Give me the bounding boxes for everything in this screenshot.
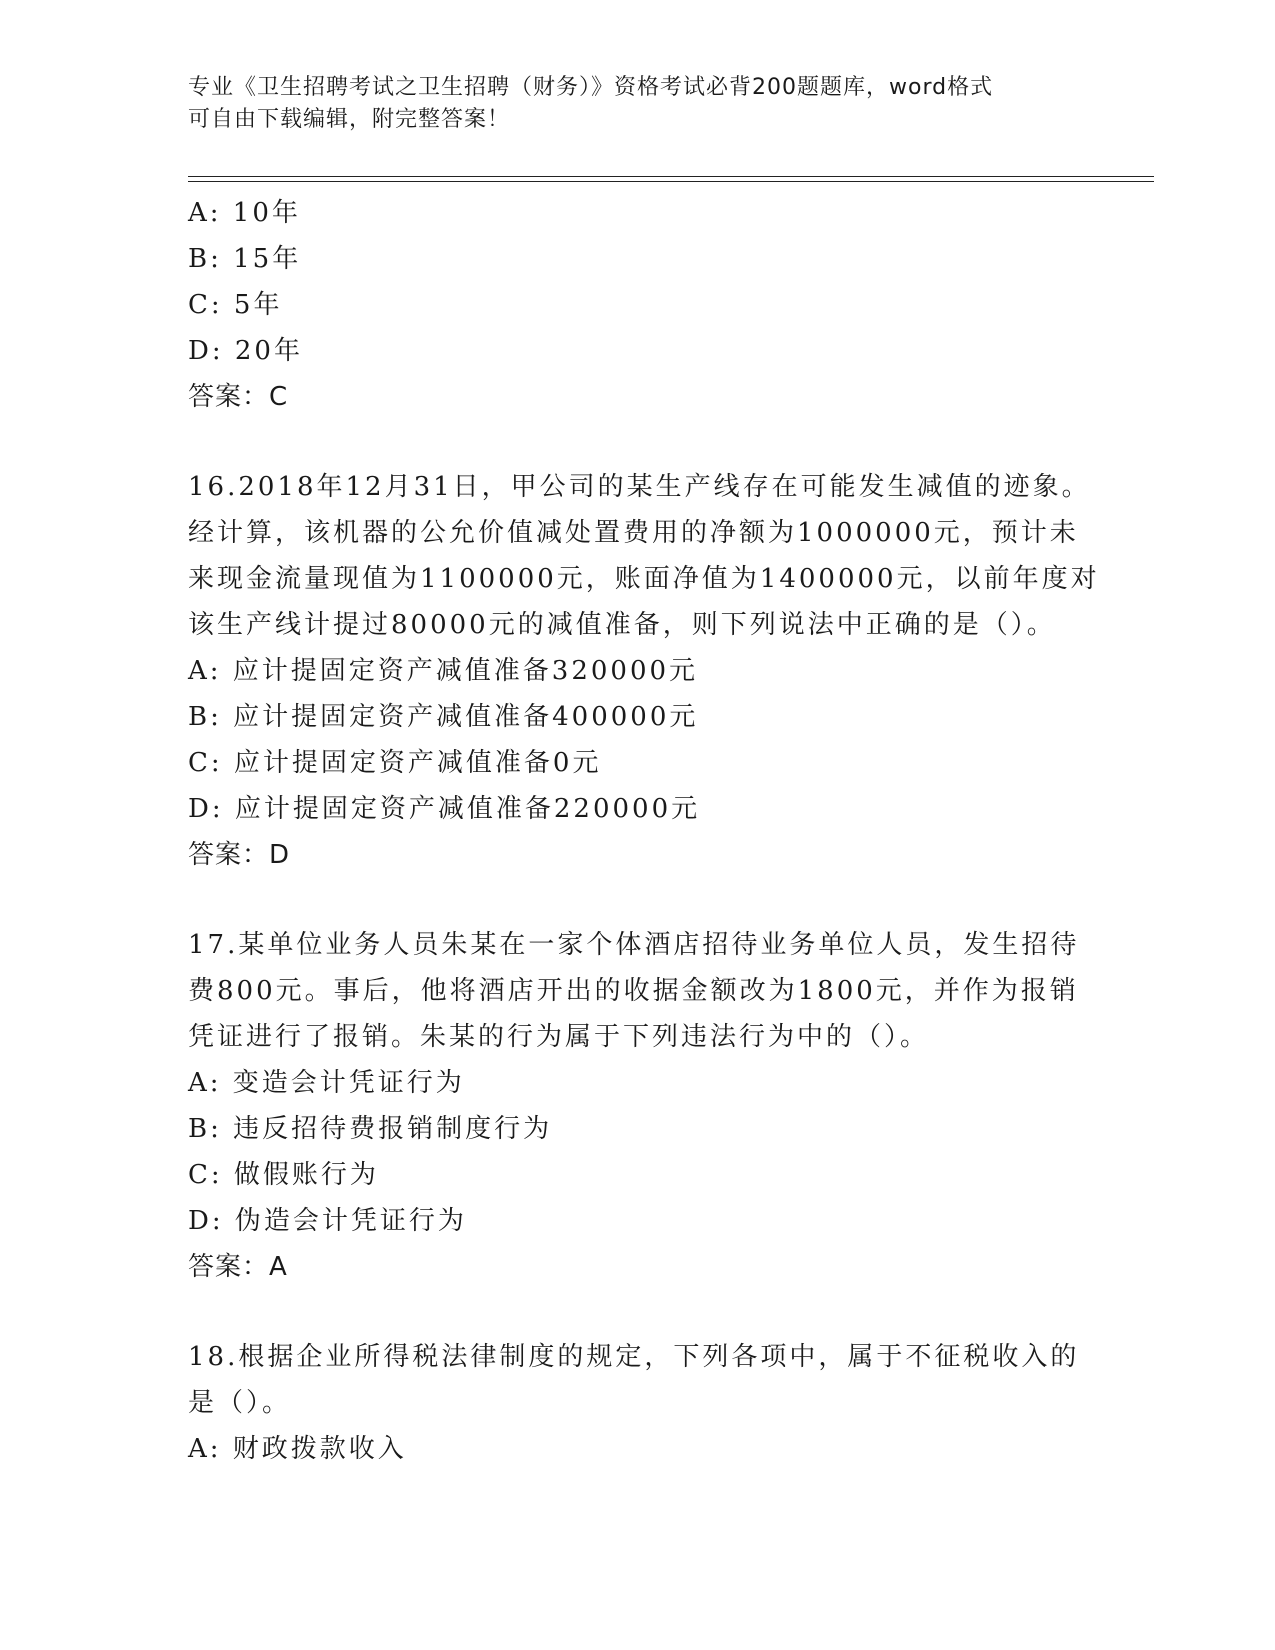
- option-d: D: 应计提固定资产减值准备220000元: [188, 794, 701, 824]
- question-stem-line: 凭证进行了报销。朱某的行为属于下列违法行为中的（）。: [188, 1022, 930, 1052]
- question-stem-line: 是（）。: [188, 1388, 292, 1418]
- option-c: C: 5年: [188, 290, 283, 320]
- option-b: B: 应计提固定资产减值准备400000元: [188, 702, 699, 732]
- option-b: B: 违反招待费报销制度行为: [188, 1114, 553, 1144]
- question-17: [188, 922, 1088, 1290]
- question-stem-line: 16.2018年12月31日，甲公司的某生产线存在可能发生减值的迹象。: [188, 472, 1091, 502]
- question-stem-line: 17.某单位业务人员朱某在一家个体酒店招待业务单位人员，发生招待: [188, 930, 1080, 960]
- option-c: C: 应计提固定资产减值准备0元: [188, 748, 602, 778]
- option-a: A: 财政拨款收入: [188, 1434, 407, 1464]
- option-b: B: 15年: [188, 244, 302, 274]
- header-title-line-2: 可自由下载编辑，附完整答案！: [188, 107, 511, 132]
- option-a: A: 变造会计凭证行为: [188, 1068, 465, 1098]
- answer-line: 答案：A: [188, 1252, 288, 1282]
- question-stem-line: 来现金流量现值为1100000元，账面净值为1400000元，以前年度对: [188, 564, 1100, 594]
- answer-line: 答案：D: [188, 840, 291, 870]
- option-c: C: 做假账行为: [188, 1160, 379, 1190]
- option-d: D: 20年: [188, 336, 303, 366]
- document-header: [188, 72, 1088, 136]
- question-15: [188, 190, 1088, 420]
- question-stem-line: 18.根据企业所得税法律制度的规定，下列各项中，属于不征税收入的: [188, 1342, 1080, 1372]
- header-double-rule: [188, 176, 1154, 182]
- question-stem-line: 费800元。事后，他将酒店开出的收据金额改为1800元，并作为报销: [188, 976, 1079, 1006]
- option-d: D: 伪造会计凭证行为: [188, 1206, 467, 1236]
- header-title-line-1: 专业《卫生招聘考试之卫生招聘（财务）》资格考试必背200题题库，word格式: [188, 75, 994, 100]
- answer-line: 答案：C: [188, 382, 289, 412]
- option-a: A: 10年: [188, 198, 301, 228]
- option-a: A: 应计提固定资产减值准备320000元: [188, 656, 699, 686]
- question-stem-line: 经计算，该机器的公允价值减处置费用的净额为1000000元，预计未: [188, 518, 1079, 548]
- question-stem-line: 该生产线计提过80000元的减值准备，则下列说法中正确的是（）。: [188, 610, 1056, 640]
- document-body: [188, 190, 1100, 1472]
- question-18: [188, 1334, 1088, 1472]
- question-16: [188, 464, 1100, 878]
